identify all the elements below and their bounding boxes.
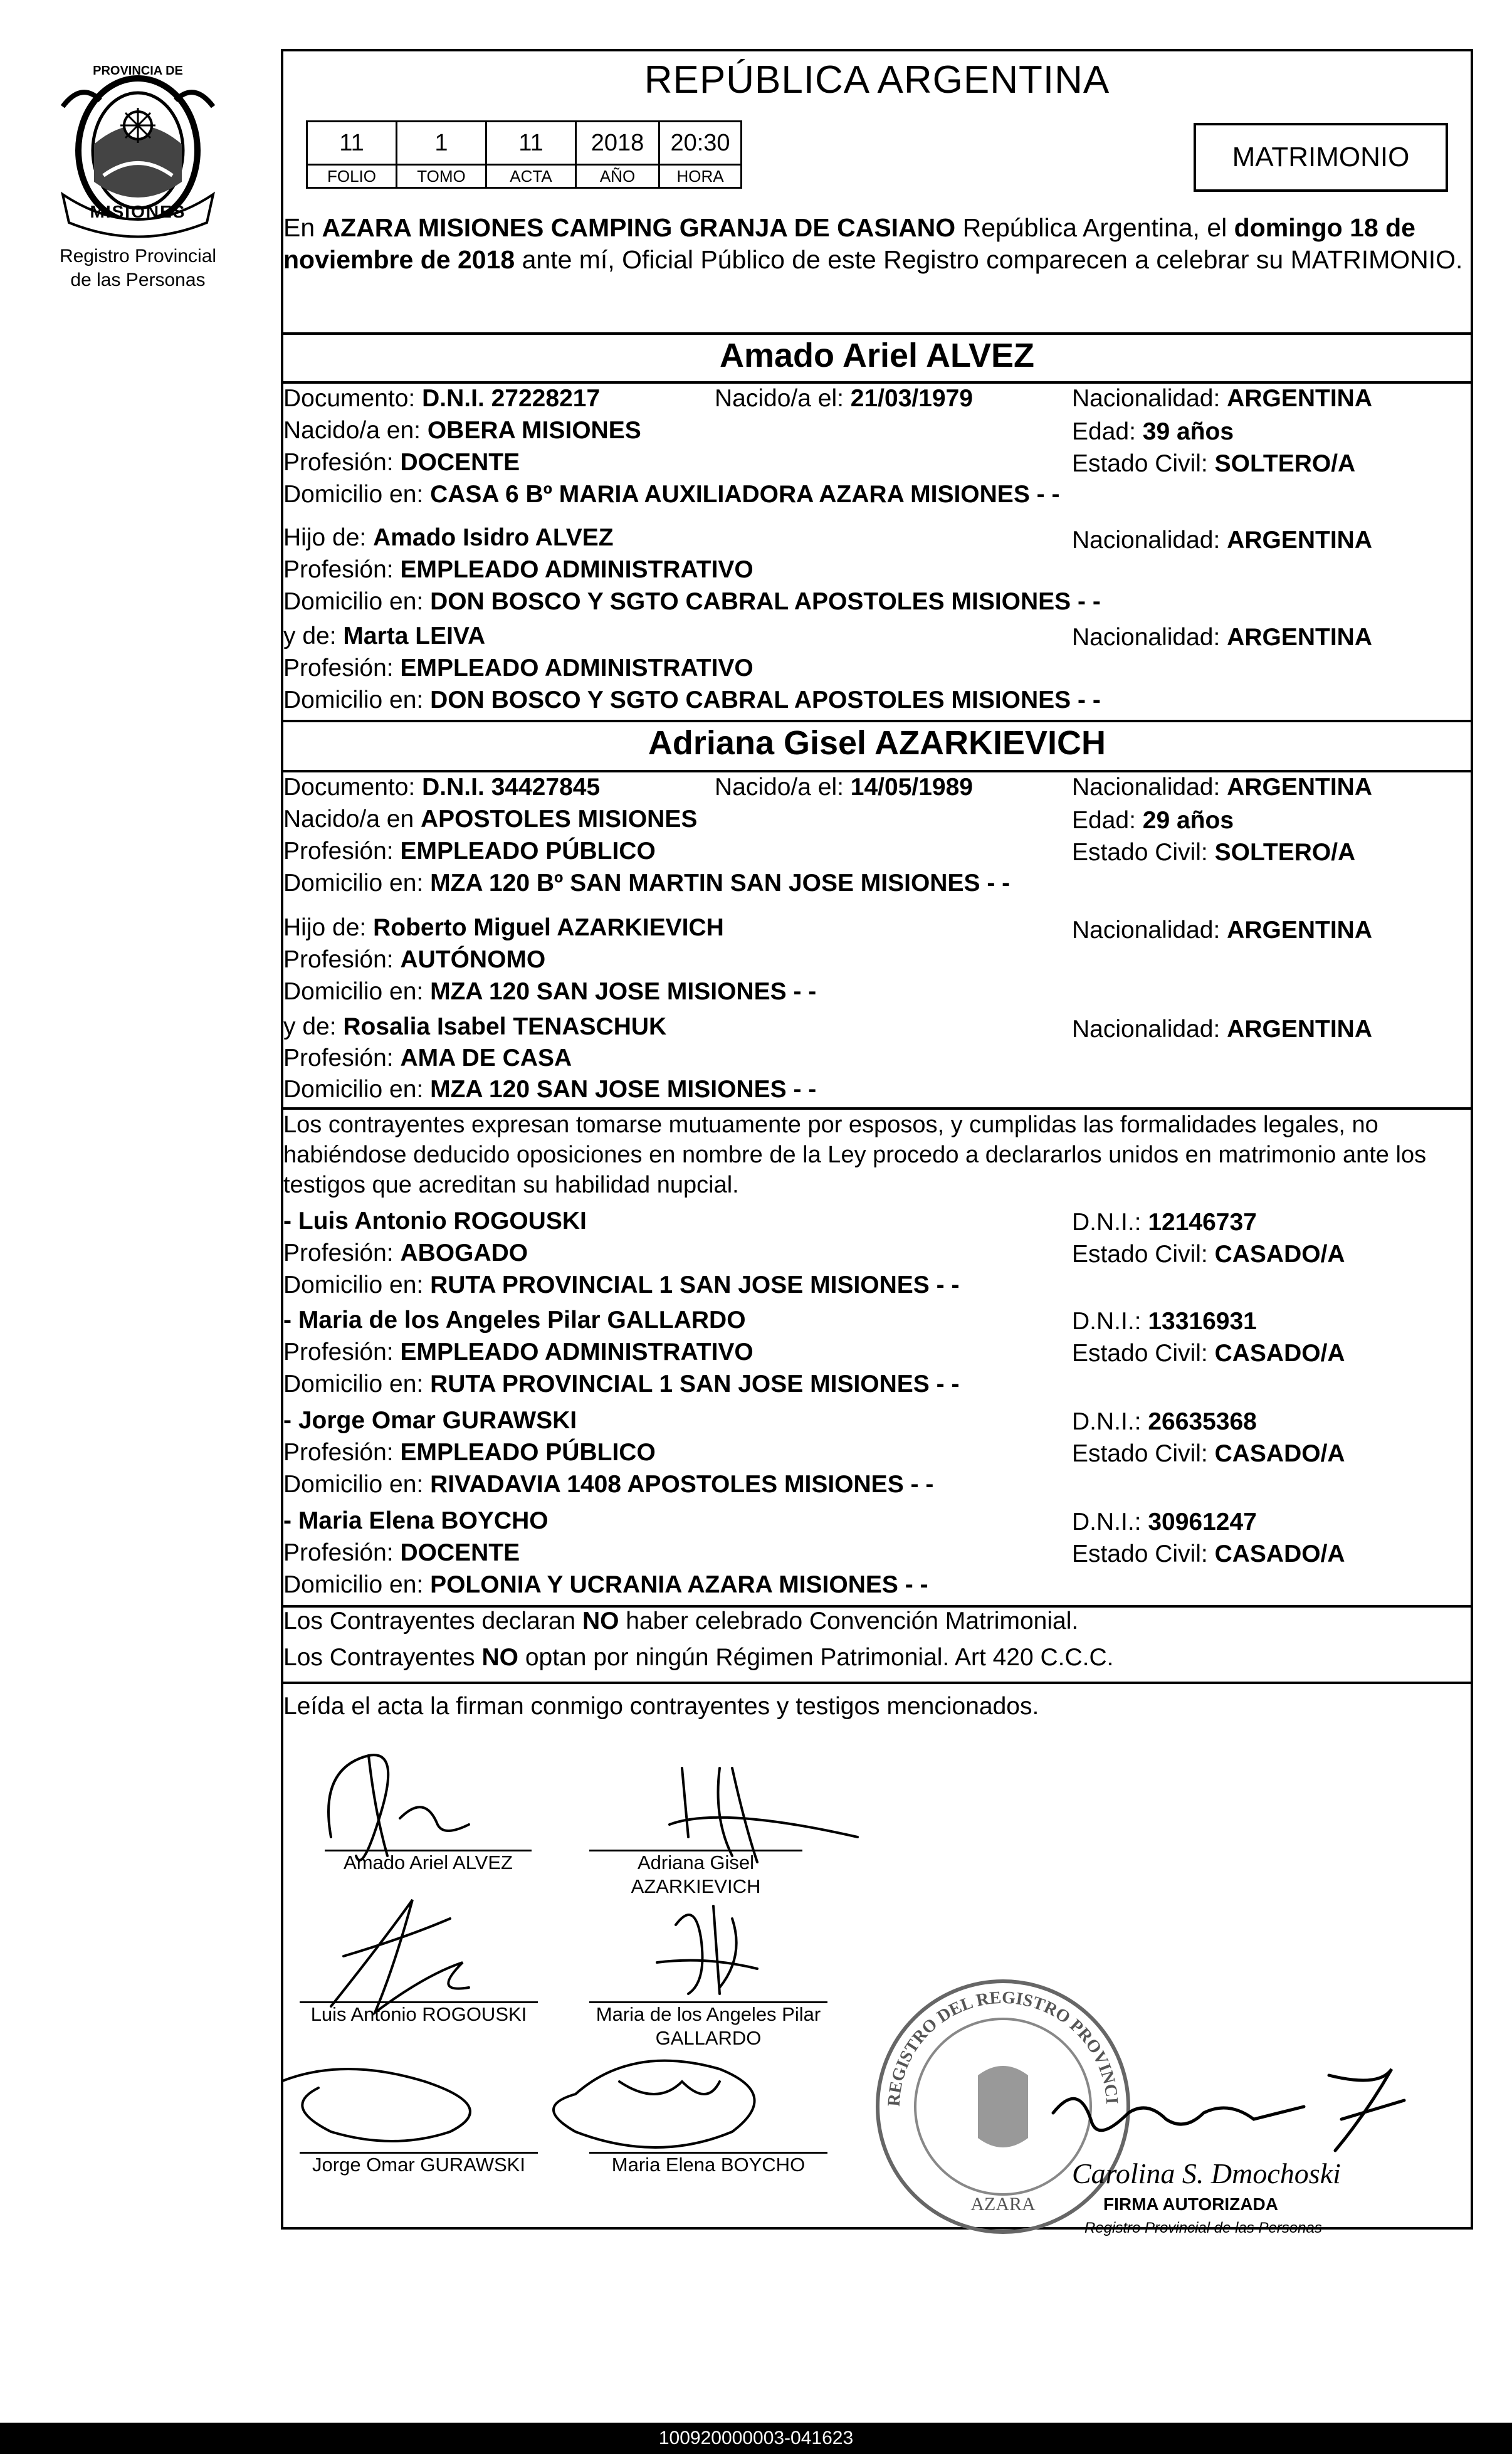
- spouse2-nacionalidad: Nacionalidad: ARGENTINA: [1072, 774, 1373, 801]
- witness-estado-civil: Estado Civil: CASADO/A: [1072, 1241, 1345, 1268]
- intro-text-3: ante mí, Oficial Público de este Registro comparecen a celebrar su MATRIMONIO.: [515, 245, 1463, 274]
- spouse1-name: Amado Ariel ALVEZ: [719, 337, 1035, 374]
- divider: [281, 1682, 1473, 1684]
- witness-estado-civil: Estado Civil: CASADO/A: [1072, 1540, 1345, 1567]
- witness-domicilio: Domicilio en: RIVADAVIA 1408 APOSTOLES MISIONES - -: [283, 1471, 934, 1498]
- spouse1-nacionalidad: Nacionalidad: ARGENTINA: [1072, 385, 1373, 412]
- folio-value: 11: [307, 122, 397, 165]
- ceremony-place: AZARA MISIONES CAMPING GRANJA DE CASIANO: [322, 213, 956, 242]
- sig-spouse1-name: Amado Ariel ALVEZ: [344, 1851, 513, 1873]
- witness-dni: D.N.I.: 26635368: [1072, 1408, 1257, 1435]
- witness-name: - Maria de los Angeles Pilar GALLARDO: [283, 1307, 746, 1334]
- seal-bottom-text: AZARA: [970, 2194, 1036, 2214]
- registry-caption: [19, 245, 257, 292]
- ceremony-date: 18 de noviembre de 2018: [283, 213, 1415, 274]
- sig-witness2-name: [564, 2003, 853, 2050]
- witness-domicilio: Domicilio en: RUTA PROVINCIAL 1 SAN JOSE MISIONES - -: [283, 1371, 960, 1398]
- spouse1-father-domicilio: Domicilio en: DON BOSCO Y SGTO CABRAL APOSTOLES MISIONES - -: [283, 588, 1101, 615]
- witness-profesion: Profesión: DOCENTE: [283, 1539, 520, 1566]
- acta-label: ACTA: [486, 165, 576, 188]
- witness-profesion: Profesión: EMPLEADO PÚBLICO: [283, 1439, 656, 1466]
- spouse2-mother-profesion: Profesión: AMA DE CASA: [283, 1045, 572, 1072]
- spouse2-father: Hijo de: Roberto Miguel AZARKIEVICH: [283, 914, 724, 941]
- anio-label: AÑO: [576, 165, 659, 188]
- spouse1-birthplace: Nacido/a en: OBERA MISIONES: [283, 417, 641, 444]
- spouse1-edad: Edad: 39 años: [1072, 418, 1234, 445]
- sig-witness2-line2: GALLARDO: [655, 2027, 762, 2049]
- intro-text-1: En: [283, 213, 322, 242]
- sig-spouse2-line1: Adriana Gisel: [637, 1851, 755, 1873]
- spouse2-father-profesion: Profesión: AUTÓNOMO: [283, 946, 546, 973]
- spouse1-mother: y de: Marta LEIVA: [283, 623, 486, 650]
- sig-witness2-line1: Maria de los Angeles Pilar: [596, 2003, 821, 2025]
- spouse1-father: Hijo de: Amado Isidro ALVEZ: [283, 524, 614, 551]
- convention-line-2: Los Contrayentes NO optan por ningún Régimen Patrimonial. Art 420 C.C.C.: [283, 1644, 1114, 1671]
- marriage-declaration: Los contrayentes expresan tomarse mutuamente por esposos, y cumplidas las formalidades legales, no habiéndose deducido oposiciones en nombre de la Ley procedo a declararlos unidos en matrimonio ante los testigos que acreditan su habilidad nupcial.: [283, 1112, 1427, 1198]
- spouse2-father-nacionalidad: Nacionalidad: ARGENTINA: [1072, 917, 1373, 944]
- tomo-value: 1: [397, 122, 486, 165]
- spouse2-mother: y de: Rosalia Isabel TENASCHUK: [283, 1013, 667, 1040]
- spouse1-domicilio: Domicilio en: CASA 6 Bº MARIA AUXILIADORA AZARA MISIONES - -: [283, 481, 1060, 508]
- tomo-label: TOMO: [397, 165, 486, 188]
- officer-signature: [1041, 2063, 1429, 2163]
- witness-dni: D.N.I.: 30961247: [1072, 1509, 1257, 1535]
- spouse2-father-domicilio: Domicilio en: MZA 120 SAN JOSE MISIONES - -: [283, 978, 817, 1005]
- witness-profesion: Profesión: EMPLEADO ADMINISTRATIVO: [283, 1339, 753, 1366]
- spouse2-domicilio: Domicilio en: MZA 120 Bº SAN MARTIN SAN JOSE MISIONES - -: [283, 870, 1011, 897]
- spouse1-estado-civil: Estado Civil: SOLTERO/A: [1072, 450, 1356, 477]
- intro-paragraph: [283, 212, 1471, 276]
- spouse1-father-profesion: Profesión: EMPLEADO ADMINISTRATIVO: [283, 556, 753, 583]
- divider: [281, 720, 1473, 722]
- caption-line-2: de las Personas: [70, 270, 206, 290]
- officer-org: Registro Provincial de las Personas: [1084, 2220, 1322, 2236]
- registry-table: [306, 120, 742, 189]
- sig-witness3-name: Jorge Omar GURAWSKI: [312, 2154, 525, 2176]
- sig-witness1-name: Luis Antonio ROGOUSKI: [310, 2003, 527, 2025]
- anio-value: 2018: [576, 122, 659, 165]
- divider: [281, 770, 1473, 772]
- witness-estado-civil: Estado Civil: CASADO/A: [1072, 1340, 1345, 1367]
- act-type-box: MATRIMONIO: [1194, 123, 1448, 192]
- spouse2-mother-domicilio: Domicilio en: MZA 120 SAN JOSE MISIONES - -: [283, 1076, 817, 1103]
- spouse2-estado-civil: Estado Civil: SOLTERO/A: [1072, 839, 1356, 866]
- closing-statement: Leída el acta la firman conmigo contrayentes y testigos mencionados.: [283, 1693, 1039, 1720]
- sig-witness4-name: Maria Elena BOYCHO: [611, 2154, 806, 2176]
- spouse2-birthplace: Nacido/a en APOSTOLES MISIONES: [283, 806, 698, 833]
- spouse2-name: Adriana Gisel AZARKIEVICH: [648, 724, 1106, 762]
- divider: [281, 381, 1473, 384]
- intro-text-2: República Argentina, el: [955, 213, 1234, 242]
- caption-line-1: Registro Provincial: [59, 246, 217, 266]
- spouse1-birthdate: Nacido/a el: 21/03/1979: [715, 385, 973, 412]
- witness-domicilio: Domicilio en: RUTA PROVINCIAL 1 SAN JOSE MISIONES - -: [283, 1272, 960, 1298]
- divider: [281, 332, 1473, 335]
- witness-profesion: Profesión: ABOGADO: [283, 1240, 528, 1266]
- witness-domicilio: Domicilio en: POLONIA Y UCRANIA AZARA MISIONES - -: [283, 1571, 928, 1598]
- spouse1-documento: Documento: D.N.I. 27228217: [283, 385, 601, 412]
- spouse1-father-nacionalidad: Nacionalidad: ARGENTINA: [1072, 527, 1373, 554]
- spouse1-profesion: Profesión: DOCENTE: [283, 449, 520, 476]
- spouse1-mother-nacionalidad: Nacionalidad: ARGENTINA: [1072, 624, 1373, 651]
- witness-dni: D.N.I.: 13316931: [1072, 1308, 1257, 1335]
- spouse2-edad: Edad: 29 años: [1072, 807, 1234, 834]
- witness-dni: D.N.I.: 12146737: [1072, 1209, 1257, 1236]
- spouse2-mother-nacionalidad: Nacionalidad: ARGENTINA: [1072, 1016, 1373, 1043]
- document-title: REPÚBLICA ARGENTINA: [644, 58, 1110, 102]
- spouse1-mother-domicilio: Domicilio en: DON BOSCO Y SGTO CABRAL APOSTOLES MISIONES - -: [283, 687, 1101, 714]
- ceremony-day: domingo: [1234, 213, 1343, 242]
- acta-value: 11: [486, 122, 576, 165]
- sig-spouse2-name: [564, 1851, 827, 1898]
- emblem-bottom-text: MISIONES: [90, 202, 186, 221]
- witness-estado-civil: Estado Civil: CASADO/A: [1072, 1440, 1345, 1467]
- spouse1-mother-profesion: Profesión: EMPLEADO ADMINISTRATIVO: [283, 655, 753, 682]
- spouse2-birthdate: Nacido/a el: 14/05/1989: [715, 774, 973, 801]
- sig-spouse2-line2: AZARKIEVICH: [631, 1875, 761, 1897]
- convention-line-1: Los Contrayentes declaran NO haber celebrado Convención Matrimonial.: [283, 1608, 1079, 1635]
- hora-label: HORA: [659, 165, 742, 188]
- document-code: 100920000003-041623: [0, 2423, 1512, 2454]
- witness-name: - Luis Antonio ROGOUSKI: [283, 1208, 587, 1235]
- hora-value: 20:30: [659, 122, 742, 165]
- officer-name: Carolina S. Dmochoski: [1072, 2157, 1341, 2189]
- folio-label: FOLIO: [307, 165, 397, 188]
- emblem-top-text: PROVINCIA DE: [93, 64, 183, 78]
- witness-name: - Jorge Omar GURAWSKI: [283, 1407, 577, 1434]
- spouse2-profesion: Profesión: EMPLEADO PÚBLICO: [283, 838, 656, 865]
- officer-title: FIRMA AUTORIZADA: [1103, 2194, 1278, 2214]
- witness-name: - Maria Elena BOYCHO: [283, 1507, 549, 1534]
- spouse2-documento: Documento: D.N.I. 34427845: [283, 774, 601, 801]
- seal-ring-text: REGISTRO DEL REGISTRO PROVINCI: [884, 1988, 1122, 2107]
